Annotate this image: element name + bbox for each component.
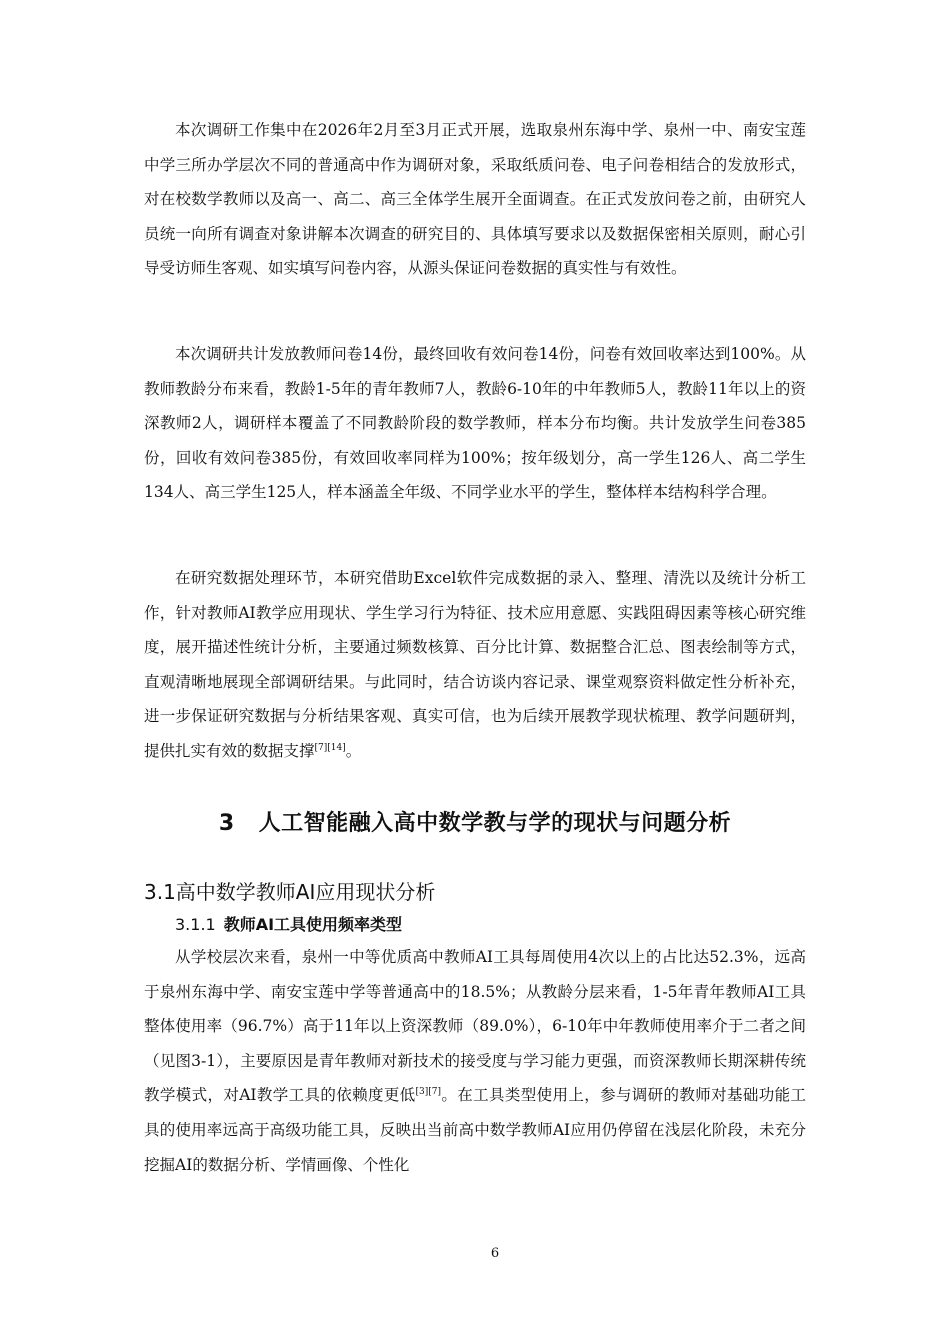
page-number: 6 [490, 1246, 500, 1261]
chapter-heading [144, 806, 806, 837]
paragraph-text-end: 。在工具类型使用上，参与调研的教师对基础功能工具的使用率远高于高级功能工具，反映出当前高中数学教师AI应用仍停留在浅层化阶段，未充分挖掘AI的数据分析、学情画像、个性化 [144, 1086, 806, 1174]
paragraph-text: 从学校层次来看，泉州一中等优质高中教师AI工具每周使用4次以上的占比达52.3%，远高于泉州东海中学、南安宝莲中学等普通高中的18.5%；从教龄分层来看，1-5年青年教师AI工具整体使用率（96.7%）高于11年以上资深教师（89.0%），6-10年中年教师使用率介于二者之间（见图3-1），主要原因是青年教师对新技术的接受度与学习能力更强，而资深教师长期深耕传统教学模式，对AI教学工具的依赖度更低 [144, 948, 806, 1105]
citation-reference: [3][7] [415, 1087, 442, 1098]
citation-reference: [7][14] [314, 742, 346, 753]
paragraph-text-end: 。 [345, 741, 362, 760]
subsection-number: 3.1.1 [175, 915, 216, 934]
section-heading: 3.1高中数学教师AI应用现状分析 [144, 880, 436, 904]
subsection-title: 教师AI工具使用频率类型 [223, 915, 403, 934]
subsection-heading [175, 912, 402, 935]
paragraph-usage-frequency [144, 940, 806, 1182]
paragraph-data-processing [144, 561, 806, 769]
paragraph-text: 在研究数据处理环节，本研究借助Excel软件完成数据的录入、整理、清洗以及统计分析工作，针对教师AI教学应用现状、学生学习行为特征、技术应用意愿、实践阻碍因素等核心研究维度，展开描述性统计分析，主要通过频数核算、百分比计算、数据整合汇总、图表绘制等方式，直观清晰地展现全部调研结果。与此同时，结合访谈内容记录、课堂观察资料做定性分析补充，进一步保证研究数据与分析结果客观、真实可信，也为后续开展教学现状梳理、教学问题研判，提供扎实有效的数据支撑 [144, 569, 806, 760]
paragraph-sample-statistics: 本次调研共计发放教师问卷14份，最终回收有效问卷14份，问卷有效回收率达到100%。从教师教龄分布来看，教龄1-5年的青年教师7人，教龄6-10年的中年教师5人，教龄11年以上的资深教师2人，调研样本覆盖了不同教龄阶段的数学教师，样本分布均衡。共计发放学生问卷385份，回收有效问卷385份，有效回收率同样为100%；按年级划分，高一学生126人、高二学生134人、高三学生125人，样本涵盖全年级、不同学业水平的学生，整体样本结构科学合理。 [144, 345, 806, 502]
chapter-title: 人工智能融入高中数学教与学的现状与问题分析 [258, 811, 732, 836]
paragraph-survey-implementation: 本次调研工作集中在2026年2月至3月正式开展，选取泉州东海中学、泉州一中、南安宝莲中学三所办学层次不同的普通高中作为调研对象，采取纸质问卷、电子问卷相结合的发放形式，对在校数学教师以及高一、高二、高三全体学生展开全面调查。在正式发放问卷之前，由研究人员统一向所有调查对象讲解本次调查的研究目的、具体填写要求以及数据保密相关原则，耐心引导受访师生客观、如实填写问卷内容，从源头保证问卷数据的真实性与有效性。 [144, 121, 806, 278]
chapter-number: 3 [218, 811, 235, 836]
